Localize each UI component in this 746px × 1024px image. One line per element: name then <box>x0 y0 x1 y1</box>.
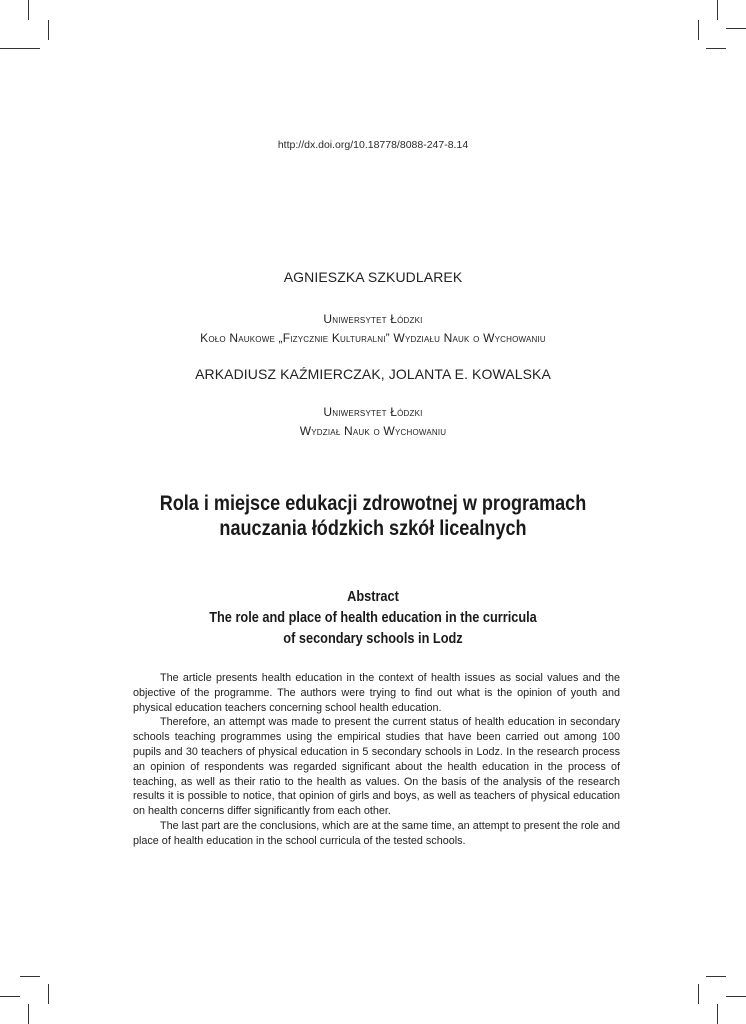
crop-mark <box>0 48 20 49</box>
paper-title <box>52 491 694 541</box>
crop-mark <box>717 0 718 20</box>
crop-mark <box>48 984 49 1004</box>
paper-title-line: Rola i miejsce edukacji zdrowotnej w programach <box>159 492 587 515</box>
abstract-paragraph: The article presents health education in the context of health issues as social values and the objective of the programme. The authors were trying to find out what is the opinion of youth and physical education teachers concerning school health education. <box>133 672 620 714</box>
crop-mark <box>706 976 726 977</box>
crop-mark <box>726 28 746 29</box>
crop-mark <box>698 20 699 40</box>
crop-mark <box>20 48 40 49</box>
author-names: ARKADIUSZ KAŹMIERCZAK, JOLANTA E. KOWALSKA <box>195 366 551 382</box>
abstract-body <box>133 671 620 849</box>
crop-mark <box>20 976 40 977</box>
abstract-header <box>45 587 701 650</box>
author-name: AGNIESZKA SZKUDLAREK <box>283 269 463 285</box>
crop-mark <box>48 20 49 40</box>
abstract-paragraph: Therefore, an attempt was made to present the current status of health education in secondary schools teaching programmes using the empirical studies that have been carried out among 100 pupils and 30 teachers of physical education in 5 secondary schools in Lodz. In the research process an opinion of respondents was regarded significant about the health education in the process of teaching, as well as their ratio to the health as values. On the basis of the analysis of the research results it is possible to notice, that opinion of girls and boys, as well as teachers of physical education on health concerns differ significantly from each other. <box>133 716 620 818</box>
paper-title-line: nauczania łódzkich szkół licealnych <box>219 517 527 540</box>
crop-mark <box>717 1004 718 1024</box>
affiliation-university: Uniwersytet Łódzki <box>323 405 423 419</box>
affiliation-department: Wydział Nauk o Wychowaniu <box>299 424 447 438</box>
crop-mark <box>28 0 29 20</box>
crop-mark <box>28 1004 29 1024</box>
crop-mark <box>726 996 746 997</box>
abstract-paragraph: The last part are the conclusions, which are at the same time, an attempt to present the role and place of health education in the school curricula of the tested schools. <box>133 819 620 847</box>
affiliation-department: Koło Naukowe „Fizycznie Kulturalni” Wydziału Nauk o Wychowaniu <box>200 331 546 345</box>
doi-link[interactable]: http://dx.doi.org/10.18778/8088-247-8.14 <box>277 139 469 151</box>
abstract-subtitle: of secondary schools in Lodz <box>283 631 463 647</box>
affiliation-university: Uniwersytet Łódzki <box>323 312 423 326</box>
abstract-subtitle: The role and place of health education in the curricula <box>209 610 537 626</box>
crop-mark <box>706 48 726 49</box>
abstract-heading: Abstract <box>347 589 399 605</box>
crop-mark <box>0 996 20 997</box>
crop-mark <box>698 984 699 1004</box>
